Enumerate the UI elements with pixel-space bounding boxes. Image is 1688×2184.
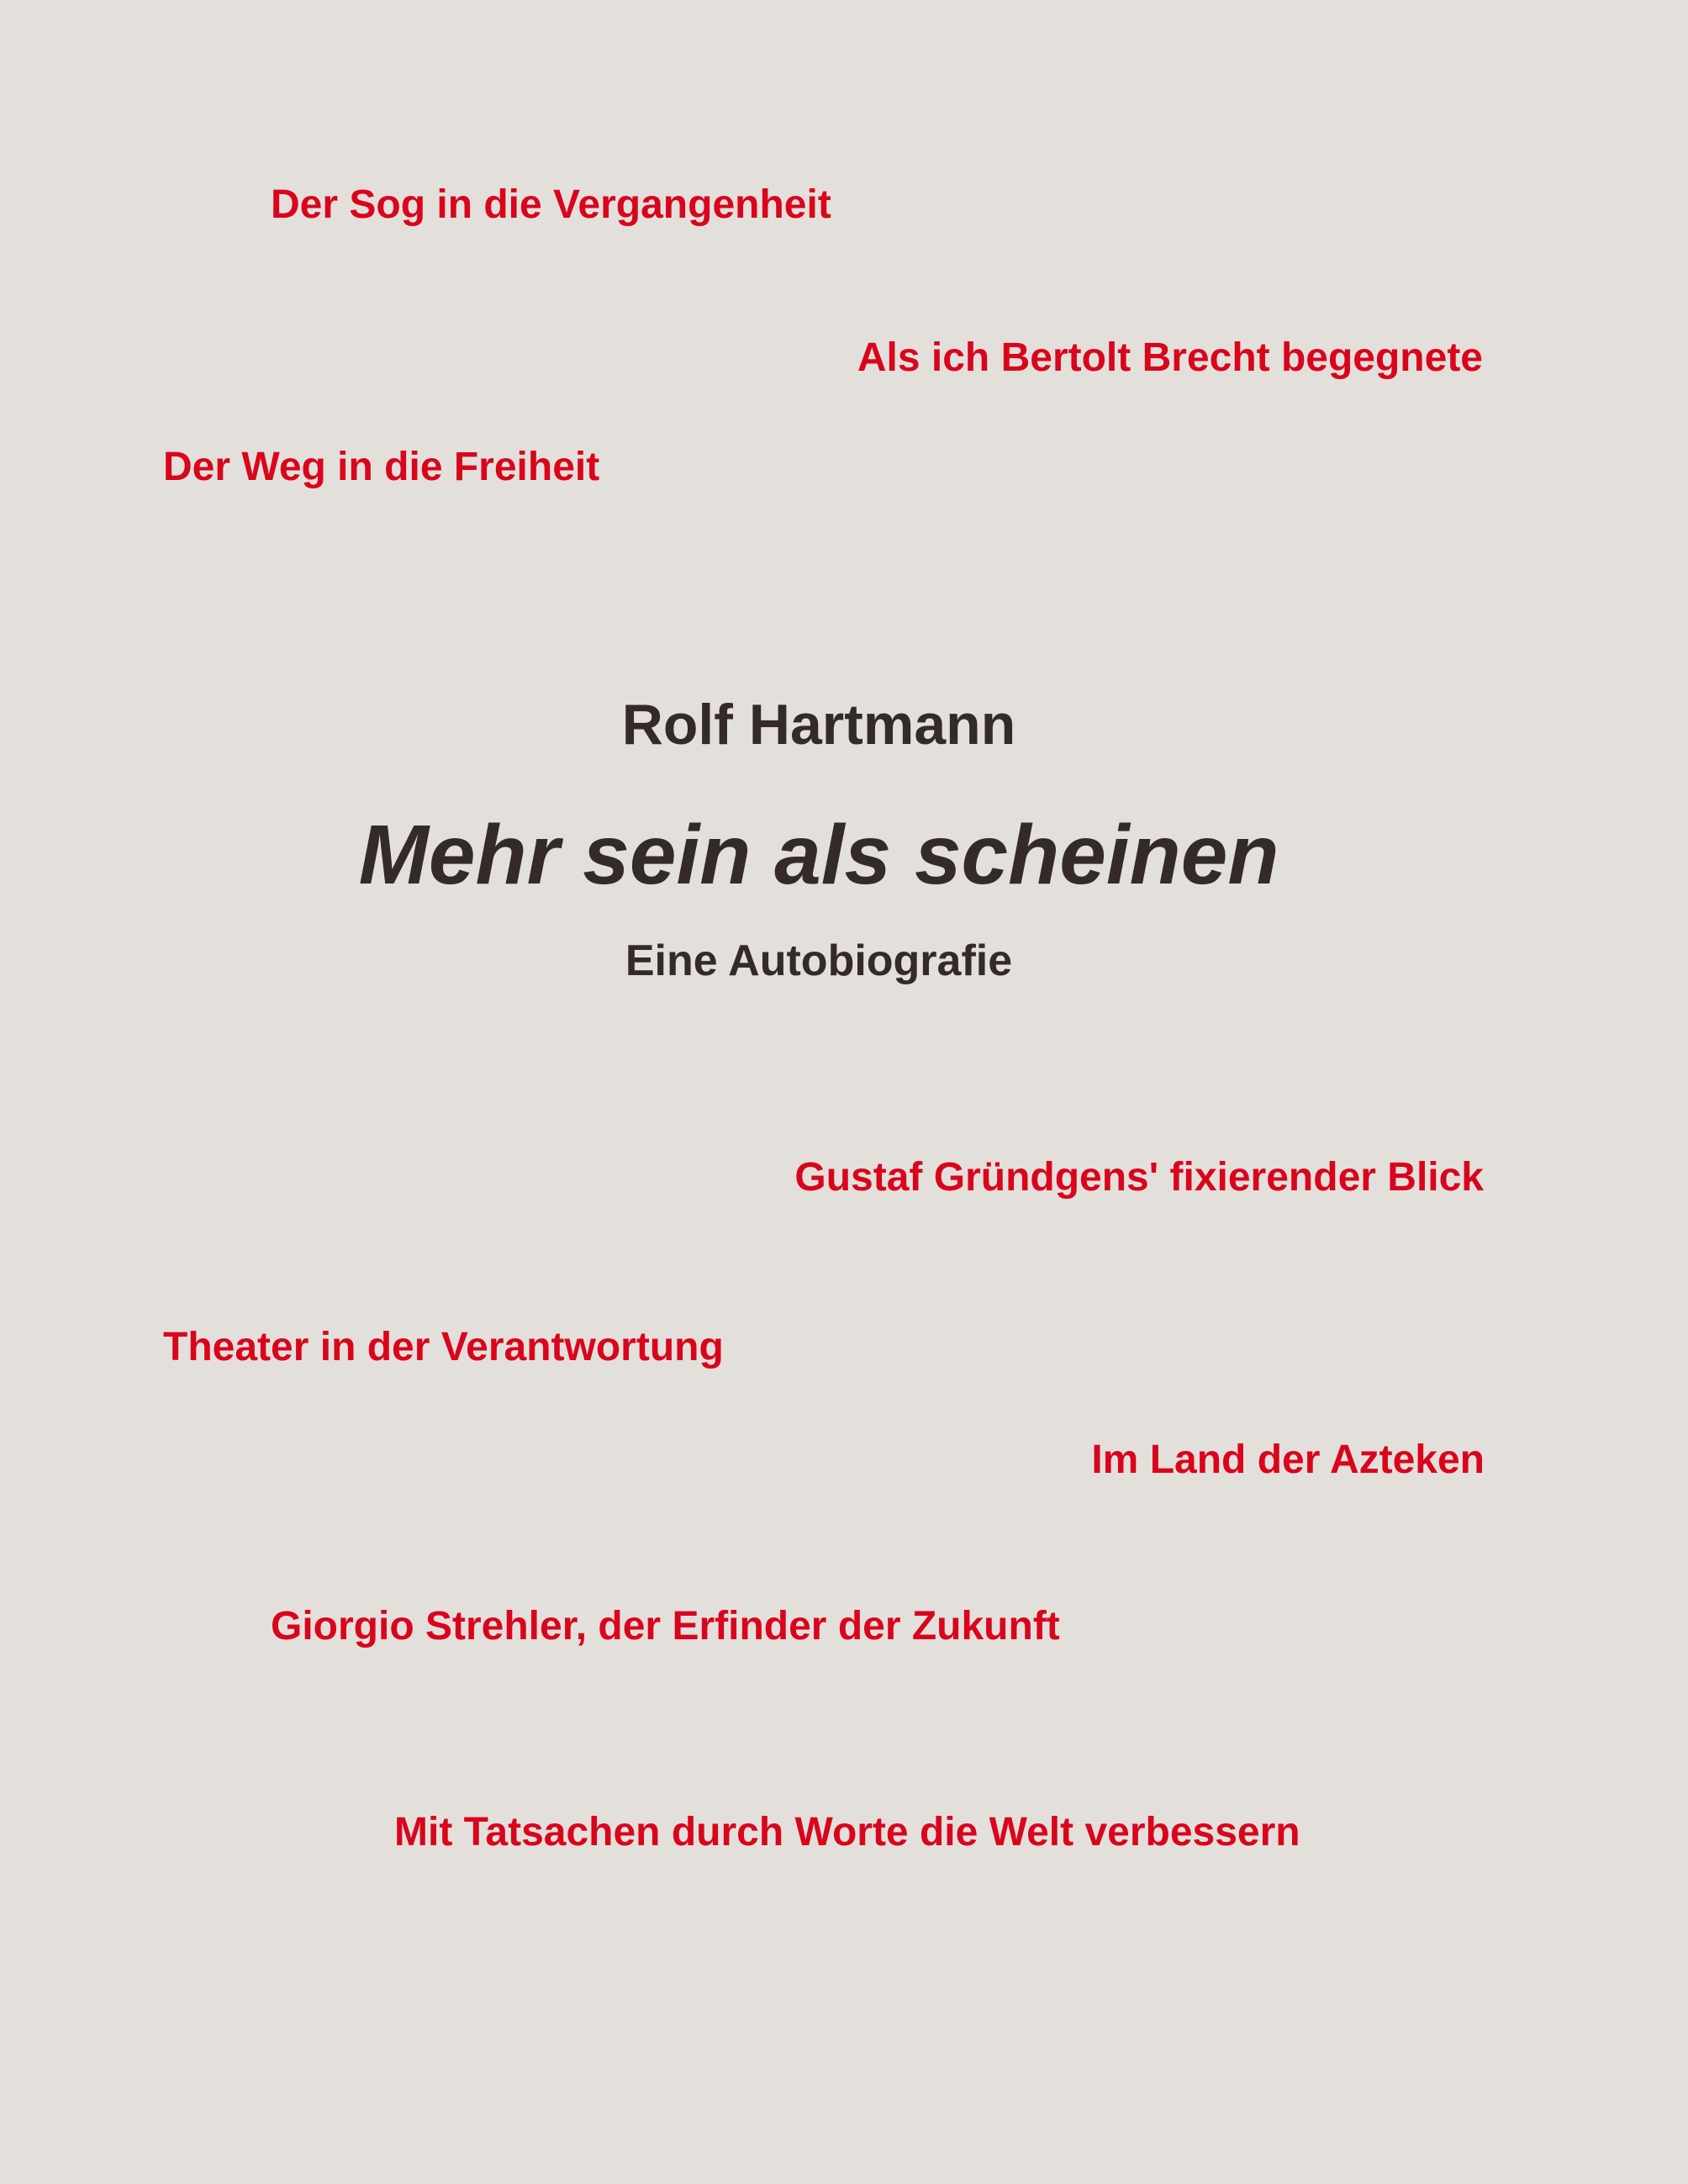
book-subtitle: Eine Autobiografie (625, 936, 1013, 985)
chapter-heading-azteken: Im Land der Azteken (1091, 1438, 1485, 1482)
chapter-heading-brecht: Als ich Bertolt Brecht begegnete (857, 335, 1483, 380)
author-name: Rolf Hartmann (621, 693, 1016, 757)
book-title: Mehr sein als scheinen (358, 808, 1279, 902)
chapter-heading-strehler: Giorgio Strehler, der Erfinder der Zukunft (271, 1604, 1060, 1649)
chapter-heading-tatsachen: Mit Tatsachen durch Worte die Welt verbessern (394, 1810, 1300, 1854)
chapter-heading-gruendgens: Gustaf Gründgens' fixierender Blick (794, 1155, 1484, 1200)
chapter-heading-freiheit: Der Weg in die Freiheit (163, 445, 600, 489)
chapter-heading-sog: Der Sog in die Vergangenheit (271, 182, 831, 227)
chapter-heading-theater: Theater in der Verantwortung (163, 1325, 724, 1369)
